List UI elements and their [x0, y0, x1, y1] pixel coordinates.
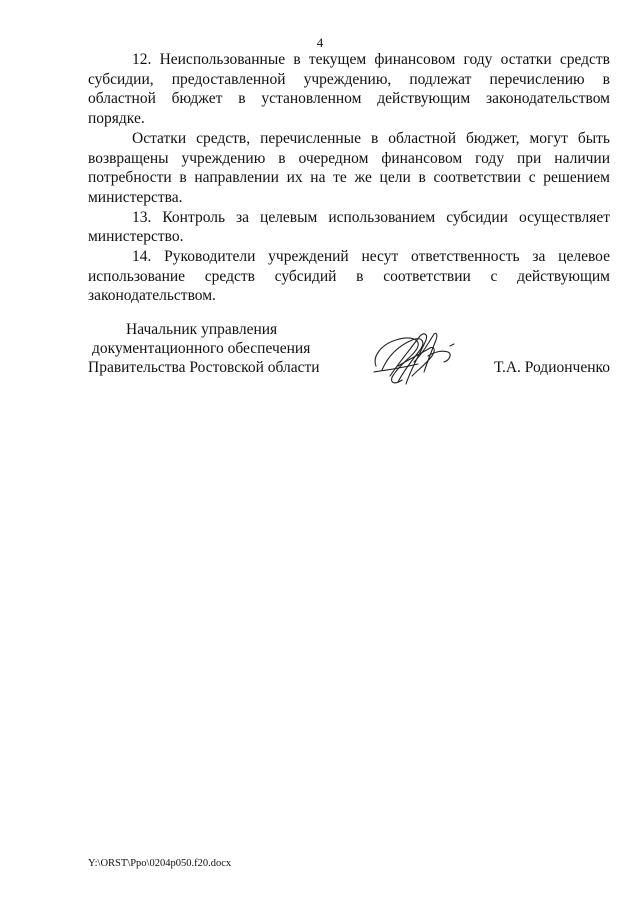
- signatory-position-line-2: документационного обеспечения: [92, 340, 311, 357]
- paragraph-12: 12. Неиспользованные в текущем финансовом году остатки средств субсидии, предоставленной учреждению, подлежат перечислению в областной бюджет в установленном действующим законодательством порядке.: [88, 51, 610, 128]
- signature-block: [88, 320, 610, 390]
- paragraph-remainder-return: Остатки средств, перечисленные в областной бюджет, могут быть возвращены учреждению в очередном финансовом году при наличии потребности в направлении их на те же цели в соответствии с решением министерства.: [88, 129, 610, 206]
- file-path-footer: Y:\ORST\Ppo\0204p050.f20.docx: [88, 858, 232, 869]
- document-body: [88, 50, 610, 306]
- signatory-position-line-1: Начальник управления: [126, 321, 278, 338]
- signatory-position-line-3: Правительства Ростовской области: [88, 359, 320, 376]
- page-number: 4: [316, 35, 324, 50]
- paragraph-14: 14. Руководители учреждений несут ответственность за целевое использование средств субсидий в соответствии с действующим законодательством.: [88, 248, 610, 305]
- paragraph-13: 13. Контроль за целевым использованием субсидии осуществляет министерство.: [88, 208, 610, 246]
- signatory-position: [88, 320, 320, 377]
- handwritten-signature: [368, 326, 458, 390]
- signatory-name: Т.А. Родионченко: [494, 359, 610, 376]
